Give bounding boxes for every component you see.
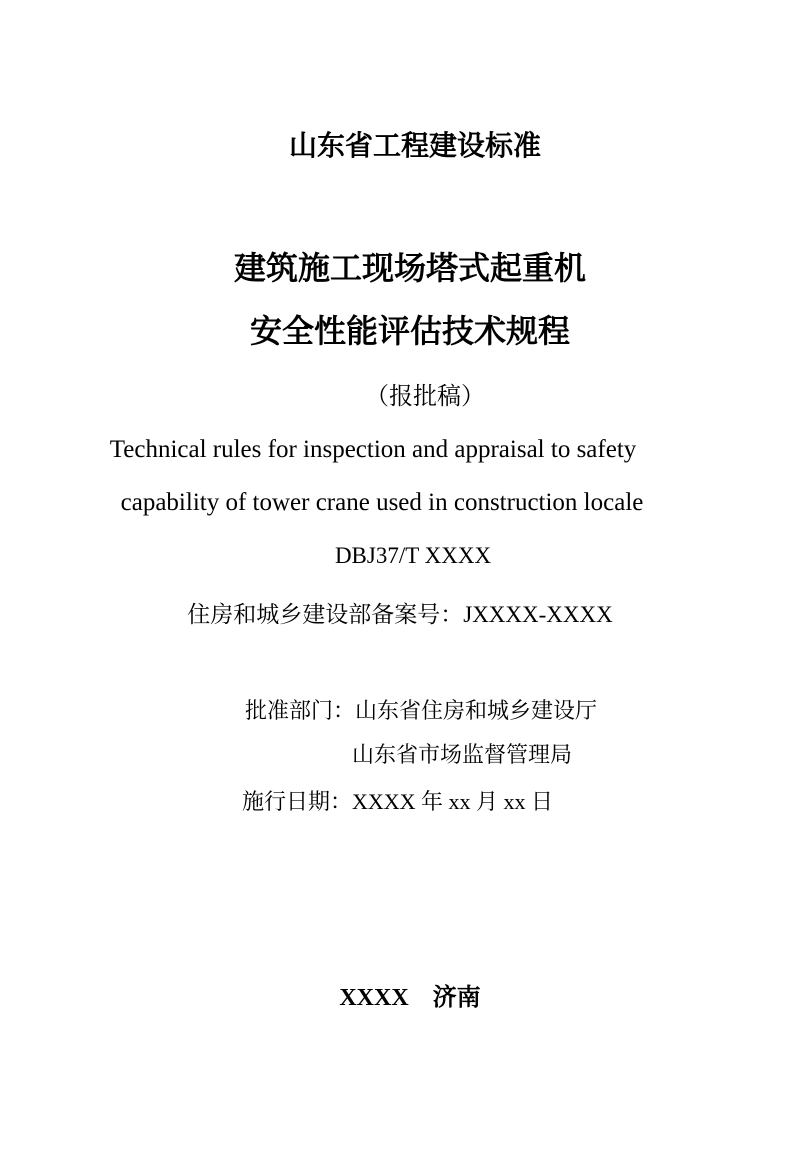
publication-year-city: XXXX 济南 (339, 985, 481, 1011)
document-title-line1: 建筑施工现场塔式起重机 (233, 250, 586, 286)
standard-number: DBJ37/T XXXX (334, 543, 492, 568)
english-title-line2: capability of tower crane used in construction locale (120, 489, 644, 516)
approval-department-line2: 山东省市场监督管理局 (352, 742, 573, 767)
english-title-line1: Technical rules for inspection and appraisal to safety (109, 436, 637, 463)
standard-category-label: 山东省工程建设标准 (288, 130, 541, 161)
ministry-record-number: 住房和城乡建设部备案号：JXXXX-XXXX (187, 602, 613, 627)
document-title-line2: 安全性能评估技术规程 (249, 313, 570, 349)
approval-department-line1: 批准部门：山东省住房和城乡建设厅 (245, 698, 598, 723)
implementation-date: 施行日期：XXXX 年 xx 月 xx 日 (242, 789, 554, 814)
draft-status-note: （报批稿） (365, 384, 485, 410)
